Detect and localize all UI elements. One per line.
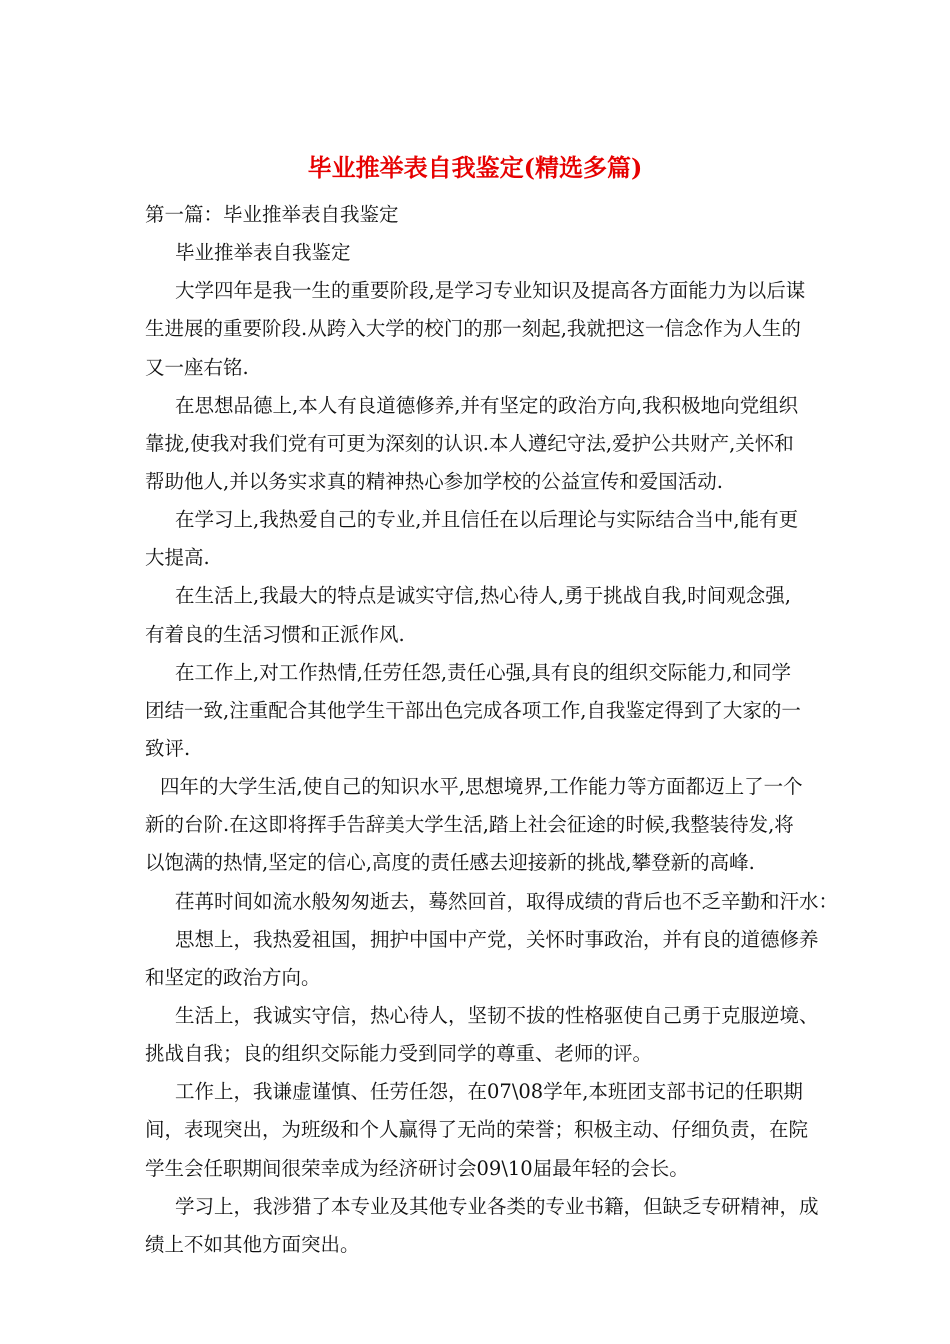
text-line: 有着良的生活习惯和正派作风.	[145, 622, 405, 646]
text-line: 新的台阶.在这即将挥手告辞美大学生活,踏上社会征途的时候,我整装待发,将	[145, 813, 794, 837]
text-line: 荏苒时间如流水般匆匆逝去，蓦然回首，取得成绩的背后也不乏辛勤和汗水：	[175, 889, 839, 913]
text-line: 思想上，我热爱祖国，拥护中国中产党，关怀时事政治，并有良的道德修养	[175, 927, 819, 951]
text-line: 在学习上,我热爱自己的专业,并且信任在以后理论与实际结合当中,能有更	[175, 508, 799, 532]
text-line: 学生会任职期间很荣幸成为经济研讨会09\10届最年轻的会长。	[145, 1156, 689, 1180]
text-line: 学习上，我涉猎了本专业及其他专业各类的专业书籍，但缺乏专研精神，成	[175, 1194, 819, 1218]
text-line: 间，表现突出，为班级和个人赢得了无尚的荣誉；积极主动、仔细负责，在院	[145, 1118, 809, 1142]
text-line: 又一座右铭.	[145, 355, 249, 379]
text-line: 帮助他人,并以务实求真的精神热心参加学校的公益宣传和爱国活动.	[145, 469, 723, 493]
text-line: 毕业推举表自我鉴定	[175, 241, 351, 265]
text-line: 大学四年是我一生的重要阶段,是学习专业知识及提高各方面能力为以后谋	[175, 279, 806, 303]
text-line: 在工作上,对工作热情,任劳任怨,责任心强,具有良的组织交际能力,和同学	[175, 660, 791, 684]
document-title: 毕业推举表自我鉴定(精选多篇)	[307, 153, 643, 182]
text-line: 生活上，我诚实守信，热心待人，坚韧不拔的性格驱使自己勇于克服逆境、	[175, 1003, 819, 1027]
text-line: 在思想品德上,本人有良道德修养,并有坚定的政治方向,我积极地向党组织	[175, 393, 799, 417]
text-line: 生进展的重要阶段.从跨入大学的校门的那一刻起,我就把这一信念作为人生的	[145, 317, 801, 341]
text-line: 四年的大学生活,使自己的知识水平,思想境界,工作能力等方面都迈上了一个	[160, 775, 803, 799]
text-line: 靠拢,使我对我们党有可更为深刻的认识.本人遵纪守法,爱护公共财产,关怀和	[145, 431, 794, 455]
text-line: 致评.	[145, 736, 191, 760]
text-line: 第一篇：毕业推举表自我鉴定	[145, 203, 399, 226]
text-line: 绩上不如其他方面突出。	[145, 1232, 360, 1256]
text-line: 在生活上,我最大的特点是诚实守信,热心待人,勇于挑战自我,时间观念强,	[175, 584, 791, 608]
text-line: 团结一致,注重配合其他学生干部出色完成各项工作,自我鉴定得到了大家的一	[145, 698, 801, 722]
text-line: 工作上，我谦虚谨慎、任劳任怨，在07\08学年,本班团支部书记的任职期	[175, 1080, 803, 1104]
text-line: 大提高.	[145, 546, 210, 570]
document-body	[145, 196, 839, 1264]
text-line: 挑战自我；良的组织交际能力受到同学的尊重、老师的评。	[145, 1042, 653, 1066]
text-line: 和坚定的政治方向。	[145, 965, 321, 989]
text-line: 以饱满的热情,坚定的信心,高度的责任感去迎接新的挑战,攀登新的高峰.	[145, 851, 755, 875]
